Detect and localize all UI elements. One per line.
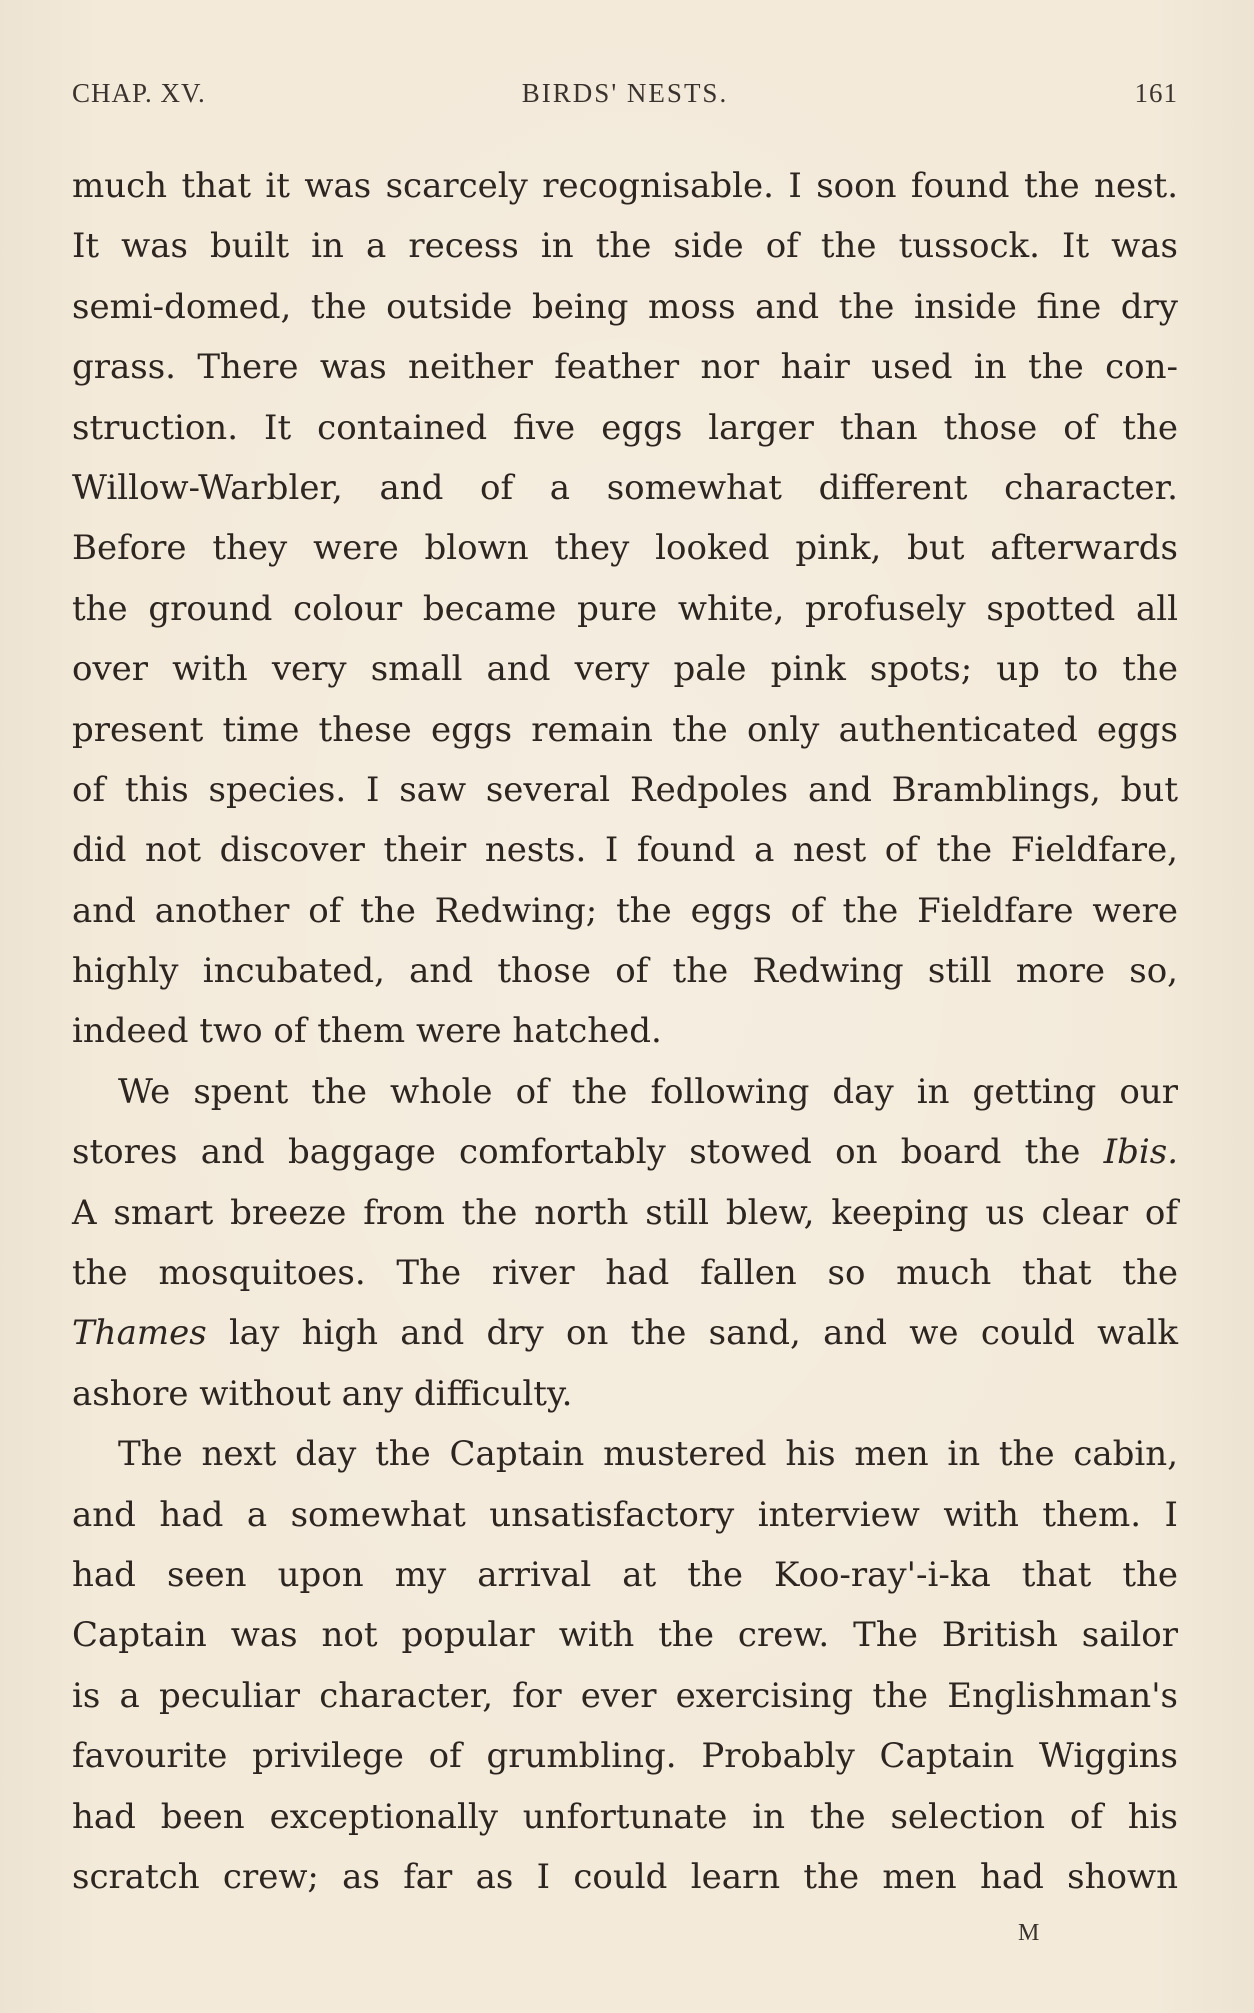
text-line: Willow-Warbler, and of a somewhat different character. [72,467,1178,508]
signature-mark: M [1018,1920,1040,1946]
text-line: A smart breeze from the north still blew, keeping us clear of [72,1192,1178,1233]
text-line [72,1122,1178,1182]
text-line: struction. It contained five eggs larger than those of the [72,407,1178,448]
text-line: present time these eggs remain the only authenticated eggs [72,709,1178,750]
text-line: had seen upon my arrival at the Koo-ray'-i-ka that the [72,1554,1178,1595]
text-segment: lay high and dry on the sand, and we could walk [206,1313,1178,1354]
text-line: semi-domed, the outside being moss and the inside fine dry [72,286,1178,327]
text-line: the mosquitoes. The river had fallen so much that the [72,1253,1178,1294]
chapter-label: CHAP. XV. [72,78,206,108]
text-line [72,1303,1178,1363]
text-line: The next day the Captain mustered his men in the cabin, [118,1434,1178,1475]
text-line: indeed two of them were hatched. [72,1011,662,1052]
ship-name-thames: Thames [72,1313,207,1354]
ship-name-ibis: Ibis. [1103,1132,1178,1173]
text-line: and had a somewhat unsatisfactory interview with them. I [72,1494,1178,1535]
text-line: favourite privilege of grumbling. Probably Captain Wiggins [72,1736,1178,1777]
text-line: scratch crew; as far as I could learn the men had shown [72,1856,1178,1897]
text-line: and another of the Redwing; the eggs of the Fieldfare were [72,890,1178,931]
text-line: Before they were blown they looked pink, but afterwards [72,528,1178,569]
page-number: 161 [1134,78,1178,108]
text-line: had been exceptionally unfortunate in the selection of his [72,1796,1178,1837]
text-line: grass. There was neither feather nor hair used in the con- [72,347,1178,388]
text-line: It was built in a recess in the side of the tussock. It was [72,226,1178,267]
text-line: ashore without any difficulty. [72,1373,573,1414]
text-line: We spent the whole of the following day in getting our [118,1071,1178,1112]
text-line: the ground colour became pure white, profusely spotted all [72,588,1178,629]
text-line: Captain was not popular with the crew. The British sailor [72,1615,1178,1656]
body-text [72,156,1178,1907]
page-title: BIRDS' NESTS. [521,78,729,108]
text-line: of this species. I saw several Redpoles and Bramblings, but [72,769,1178,810]
text-line: over with very small and very pale pink spots; up to the [72,649,1178,690]
text-segment: stores and baggage comfortably stowed on board the [72,1132,1104,1173]
text-line: is a peculiar character, for ever exercising the Englishman's [72,1675,1178,1716]
text-line: did not discover their nests. I found a nest of the Fieldfare, [72,830,1178,871]
running-head [72,78,1178,118]
text-line: much that it was scarcely recognisable. I soon found the nest. [72,166,1178,206]
text-line: highly incubated, and those of the Redwing still more so, [72,951,1178,992]
